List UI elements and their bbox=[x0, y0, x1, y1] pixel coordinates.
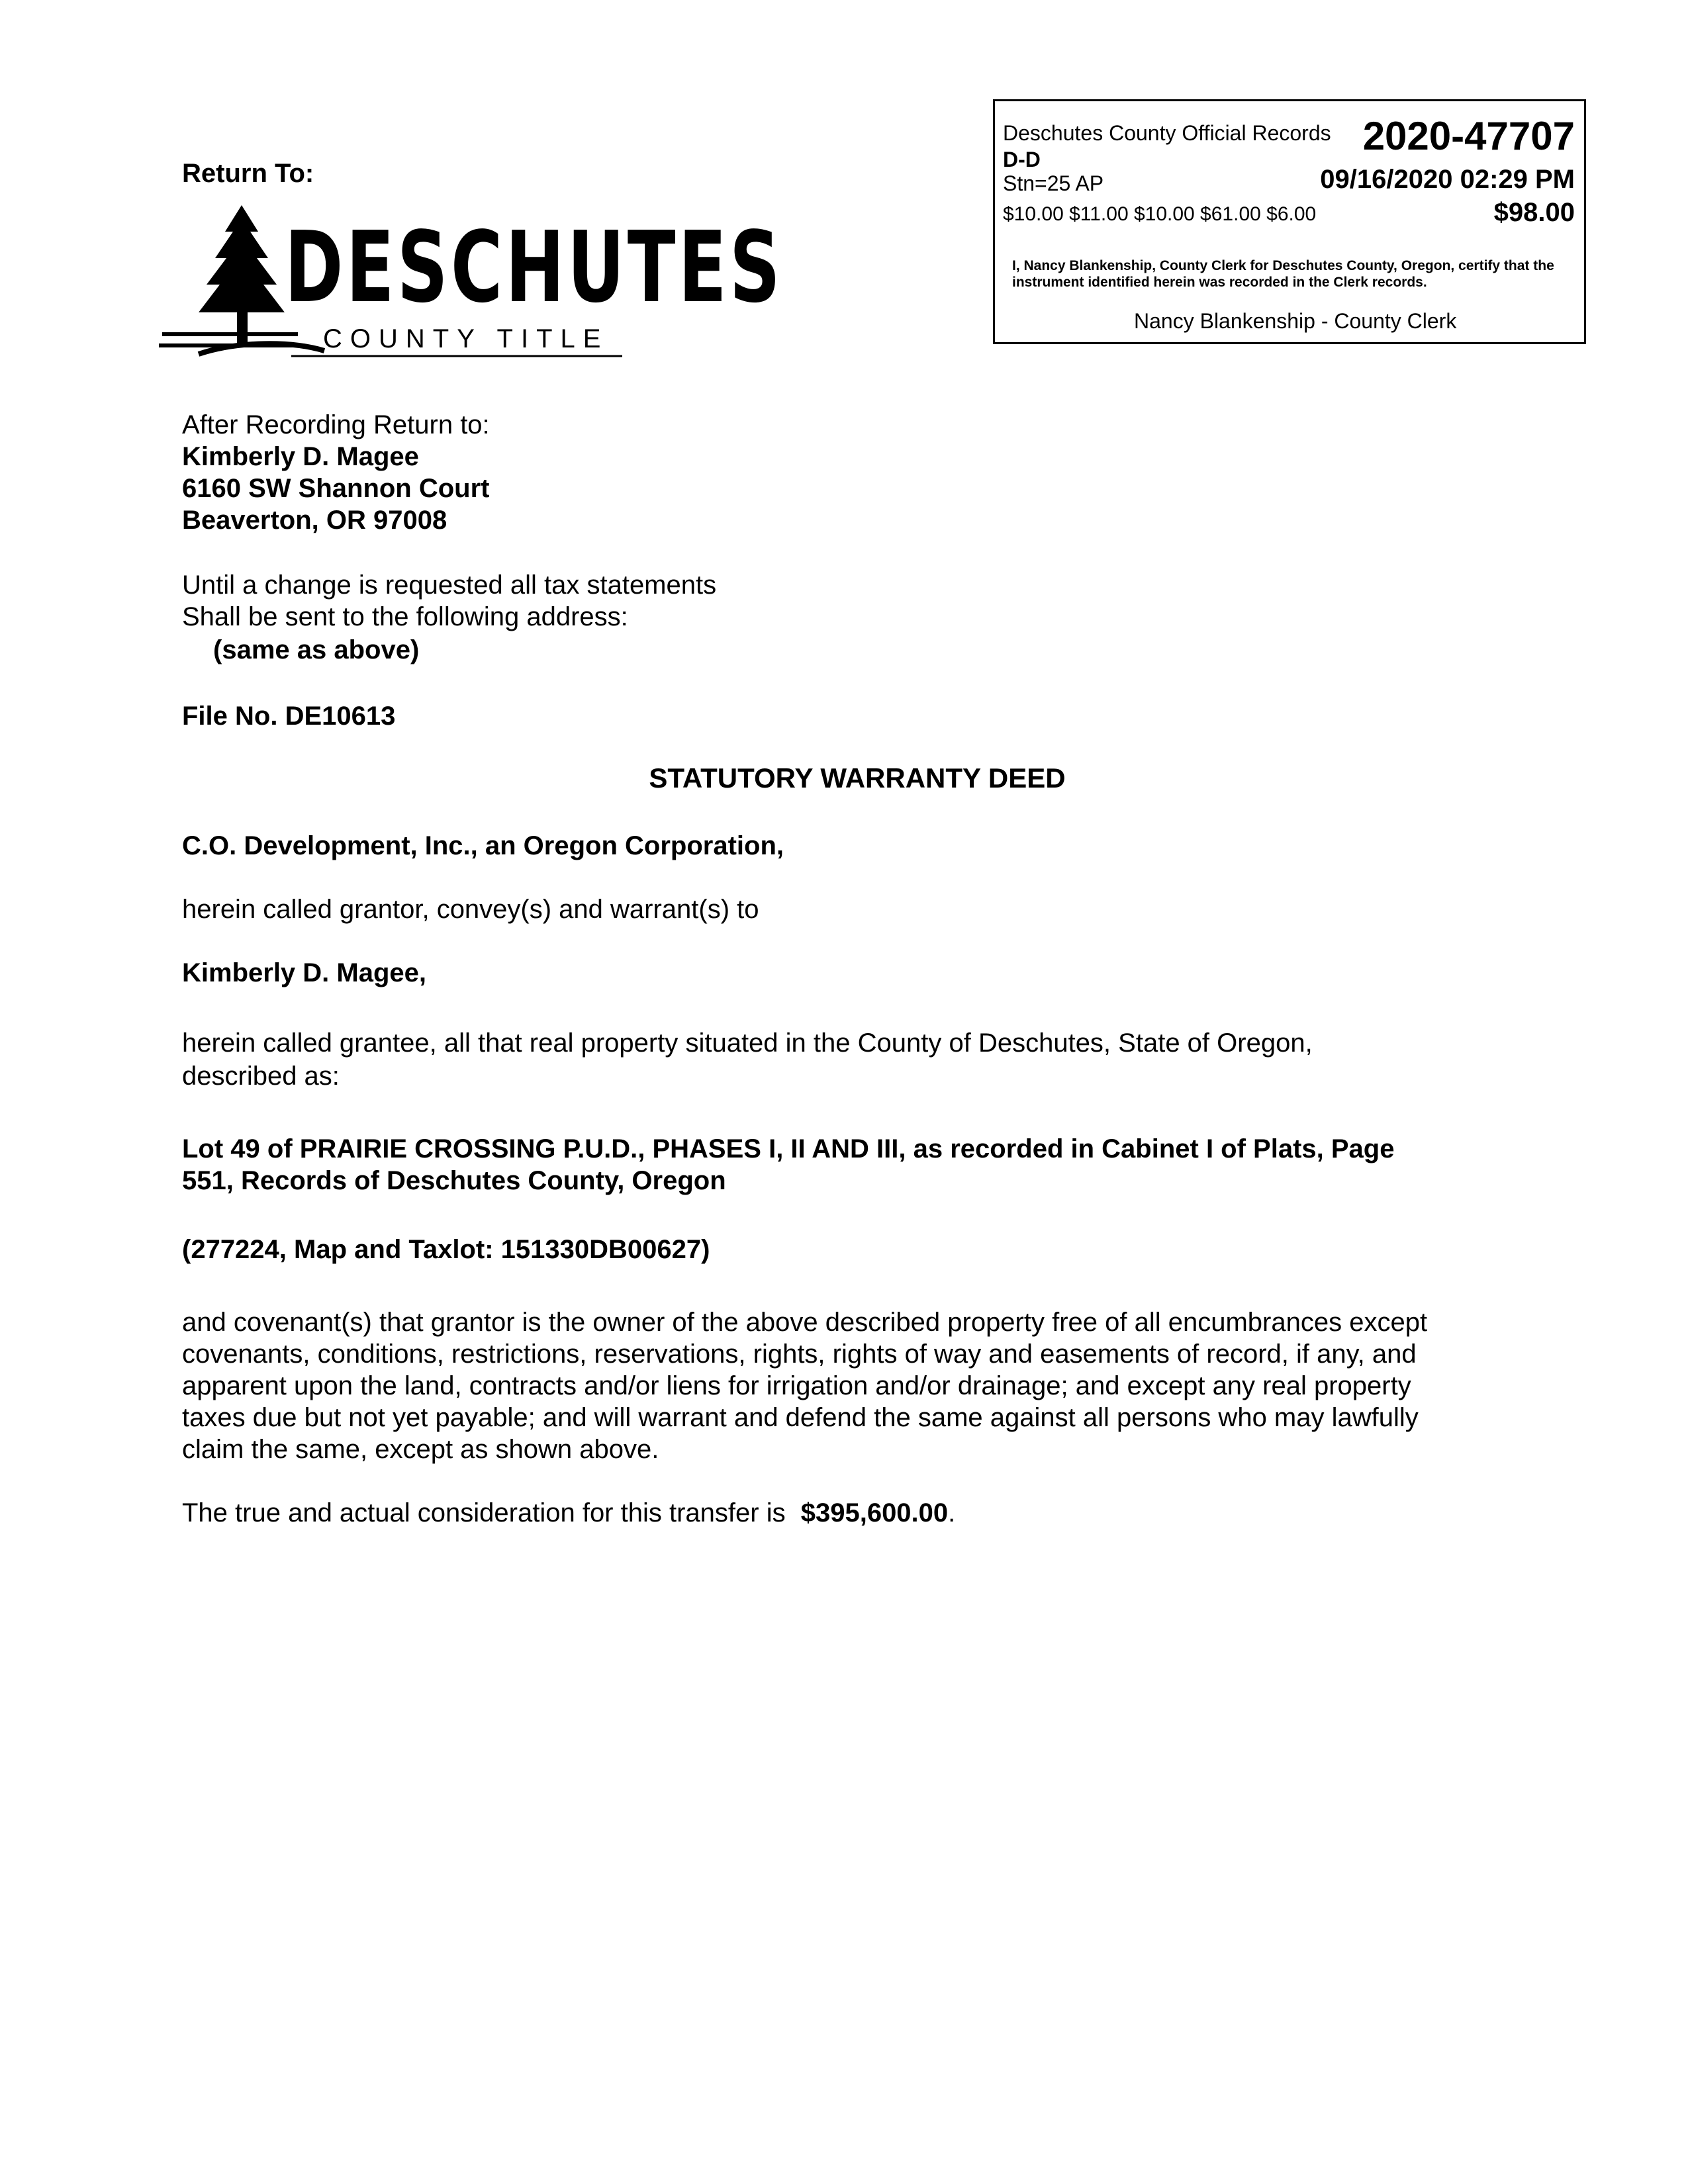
return-street: 6160 SW Shannon Court bbox=[182, 474, 490, 503]
return-to-label: Return To: bbox=[182, 159, 314, 188]
tax-statement-line-1: Until a change is requested all tax statements bbox=[182, 570, 717, 600]
recording-stamp-box bbox=[993, 99, 1586, 344]
covenant-line: claim the same, except as shown above. bbox=[182, 1435, 659, 1464]
recorded-datetime: 09/16/2020 02:29 PM bbox=[1320, 165, 1575, 194]
grantor: C.O. Development, Inc., an Oregon Corporation, bbox=[182, 831, 784, 860]
grantee-clause-line-2: described as: bbox=[182, 1062, 340, 1091]
document-number: 2020-47707 bbox=[1362, 114, 1575, 158]
clerk-name: Nancy Blankenship - County Clerk bbox=[1134, 309, 1457, 333]
logo-wordmark: DESCHUTES bbox=[285, 210, 784, 324]
document-type: D-D bbox=[1003, 148, 1041, 171]
covenant-line: covenants, conditions, restrictions, reservations, rights, rights of way and easements of record, if any, and bbox=[182, 1340, 1417, 1369]
grantor-clause: herein called grantor, convey(s) and warrant(s) to bbox=[182, 895, 759, 924]
tax-statement-line-2: Shall be sent to the following address: bbox=[182, 602, 628, 631]
legal-description-line-1: Lot 49 of PRAIRIE CROSSING P.U.D., PHASES I, II AND III, as recorded in Cabinet I of Plats, Page bbox=[182, 1134, 1395, 1163]
consideration-period: . bbox=[948, 1498, 956, 1527]
station: Stn=25 AP bbox=[1003, 171, 1104, 195]
covenant-line: apparent upon the land, contracts and/or liens for irrigation and/or drainage; and except any real property bbox=[182, 1371, 1411, 1400]
tax-statement-address: (same as above) bbox=[213, 635, 420, 664]
grantee-clause-line-1: herein called grantee, all that real property situated in the County of Deschutes, State of Oregon, bbox=[182, 1028, 1313, 1058]
fee-total: $98.00 bbox=[1493, 198, 1575, 227]
clerk-certification: I, Nancy Blankenship, County Clerk for Deschutes County, Oregon, certify that the instrument identified herein was recorded in the Clerk records. bbox=[1012, 258, 1554, 290]
fees: $10.00 $11.00 $10.00 $61.00 $6.00 bbox=[1003, 203, 1317, 225]
document-title: STATUTORY WARRANTY DEED bbox=[649, 762, 1066, 794]
file-number: File No. DE10613 bbox=[182, 702, 396, 731]
return-city: Beaverton, OR 97008 bbox=[182, 506, 447, 535]
consideration-text: The true and actual consideration for this transfer is bbox=[182, 1498, 786, 1527]
legal-description-line-2: 551, Records of Deschutes County, Oregon bbox=[182, 1166, 726, 1195]
recording-office: Deschutes County Official Records bbox=[1003, 121, 1331, 145]
logo-subtitle: COUNTY TITLE bbox=[323, 324, 609, 353]
return-name: Kimberly D. Magee bbox=[182, 442, 419, 471]
after-recording-label: After Recording Return to: bbox=[182, 410, 490, 439]
grantee: Kimberly D. Magee, bbox=[182, 958, 427, 987]
map-taxlot: (277224, Map and Taxlot: 151330DB00627) bbox=[182, 1235, 710, 1264]
consideration-statement bbox=[182, 1497, 955, 1529]
covenant-line: taxes due but not yet payable; and will warrant and defend the same against all persons who may lawfully bbox=[182, 1403, 1419, 1432]
covenant-line: and covenant(s) that grantor is the owner of the above described property free of all encumbrances except bbox=[182, 1308, 1428, 1337]
consideration-amount: $395,600.00 bbox=[800, 1498, 949, 1527]
